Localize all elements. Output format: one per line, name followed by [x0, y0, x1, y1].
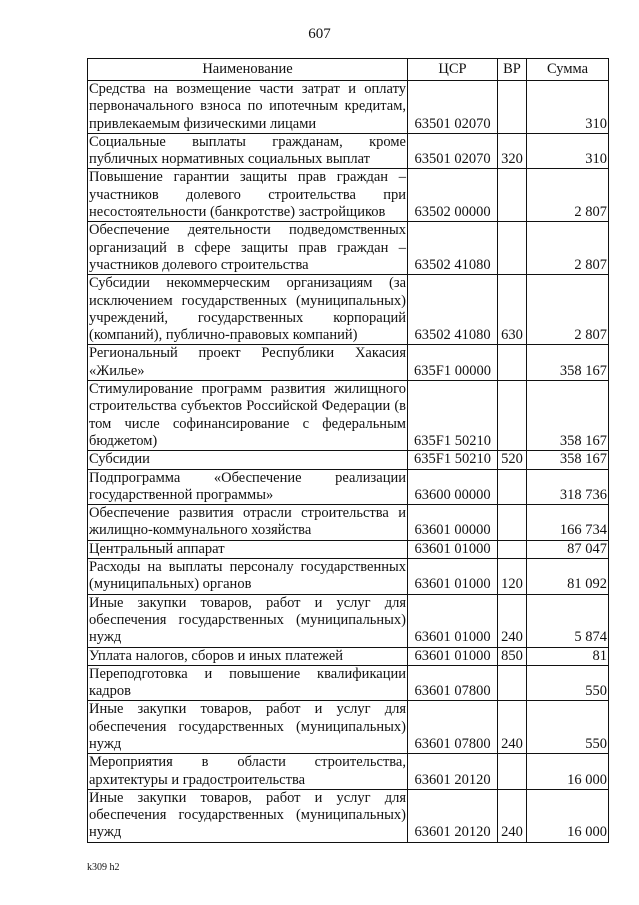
- table-row: [88, 222, 609, 275]
- table-body: [88, 81, 609, 843]
- row-sum: 2 807: [527, 169, 609, 222]
- table-row: [88, 559, 609, 595]
- row-csr: 63601 20120: [408, 789, 498, 842]
- row-sum: 358 167: [527, 451, 609, 469]
- row-sum: 310: [527, 133, 609, 169]
- row-name: Расходы на выплаты персоналу государственных (муниципальных) органов: [89, 559, 406, 593]
- table-row: [88, 701, 609, 754]
- row-sum: 550: [527, 701, 609, 754]
- row-csr: 63601 07800: [408, 701, 498, 754]
- table-row: [88, 169, 609, 222]
- header-vr: ВР: [498, 59, 527, 81]
- page-number: 607: [308, 26, 331, 42]
- row-name: Подпрограмма «Обеспечение реализации государственной программы»: [89, 469, 406, 503]
- row-sum: 81 092: [527, 559, 609, 595]
- row-vr: 630: [498, 275, 527, 345]
- row-sum: 310: [527, 81, 609, 134]
- table-row: [88, 594, 609, 647]
- row-name: Мероприятия в области строительства, архитектуры и градостроительства: [89, 754, 406, 788]
- header-sum: Сумма: [527, 59, 609, 81]
- row-name: Переподготовка и повышение квалификации кадров: [89, 665, 406, 700]
- row-name: Средства на возмещение части затрат и оплату первоначального взноса по ипотечным кредитам, привлекаемым физическими лицами: [89, 81, 406, 132]
- row-name: Повышение гарантии защиты прав граждан – участников долевого строительства при несостоятельности (банкротстве) застройщиков: [89, 169, 406, 221]
- document-code: k309 h2: [87, 862, 120, 873]
- row-csr: 635F1 50210: [408, 451, 498, 469]
- row-vr: [498, 381, 527, 451]
- row-sum: 81: [527, 647, 609, 665]
- row-csr: 63501 02070: [408, 133, 498, 169]
- row-name: Обеспечение развития отрасли строительства и жилищно-коммунального хозяйства: [89, 505, 406, 539]
- table-row: [88, 505, 609, 541]
- row-csr: 635F1 50210: [408, 381, 498, 451]
- row-csr: 63601 01000: [408, 540, 498, 558]
- row-name: Центральный аппарат: [88, 540, 408, 558]
- row-name: Стимулирование программ развития жилищного строительства субъектов Российской Федерации (в том числе софинансирование с федеральным бюджетом): [89, 381, 406, 449]
- row-csr: 63601 00000: [408, 505, 498, 541]
- row-csr: 63501 02070: [408, 81, 498, 134]
- row-sum: 358 167: [527, 381, 609, 451]
- row-sum: 550: [527, 665, 609, 701]
- row-name: Уплата налогов, сборов и иных платежей: [88, 647, 408, 665]
- row-name: Иные закупки товаров, работ и услуг для обеспечения государственных (муниципальных) нужд: [89, 789, 406, 841]
- row-vr: [498, 665, 527, 701]
- table-header: [88, 59, 609, 81]
- row-vr: 520: [498, 451, 527, 469]
- row-sum: 166 734: [527, 505, 609, 541]
- row-vr: [498, 222, 527, 275]
- row-vr: [498, 169, 527, 222]
- budget-table: [87, 58, 609, 843]
- row-sum: 318 736: [527, 469, 609, 505]
- row-vr: [498, 754, 527, 790]
- row-vr: [498, 505, 527, 541]
- row-name: Субсидии: [88, 451, 408, 469]
- row-sum: 358 167: [527, 345, 609, 381]
- row-sum: 16 000: [527, 789, 609, 842]
- table-row: [88, 275, 609, 345]
- row-sum: 16 000: [527, 754, 609, 790]
- row-csr: 63601 20120: [408, 754, 498, 790]
- row-vr: 320: [498, 133, 527, 169]
- row-vr: [498, 81, 527, 134]
- table-row: [88, 665, 609, 701]
- row-csr: 63600 00000: [408, 469, 498, 505]
- table-row: [88, 381, 609, 451]
- row-sum: 2 807: [527, 222, 609, 275]
- row-name: Субсидии некоммерческим организациям (за исключением государственных (муниципальных) учреждений, государственных корпораций (компаний), публично-правовых компаний): [89, 275, 406, 344]
- header-row: [88, 59, 609, 81]
- row-vr: 850: [498, 647, 527, 665]
- row-vr: [498, 540, 527, 558]
- row-name: Социальные выплаты гражданам, кроме публичных нормативных социальных выплат: [89, 133, 406, 168]
- row-vr: 240: [498, 789, 527, 842]
- table-row: [88, 451, 609, 469]
- table-row: [88, 81, 609, 134]
- row-csr: 63502 00000: [408, 169, 498, 222]
- row-vr: [498, 469, 527, 505]
- table-row: [88, 754, 609, 790]
- table-row: [88, 540, 609, 558]
- row-sum: 2 807: [527, 275, 609, 345]
- row-csr: 63601 01000: [408, 559, 498, 595]
- row-vr: [498, 345, 527, 381]
- table-row: [88, 345, 609, 381]
- table-row: [88, 789, 609, 842]
- row-csr: 63601 01000: [408, 647, 498, 665]
- row-sum: 87 047: [527, 540, 609, 558]
- table-row: [88, 469, 609, 505]
- row-csr: 63502 41080: [408, 222, 498, 275]
- table-row: [88, 647, 609, 665]
- row-sum: 5 874: [527, 594, 609, 647]
- header-csr: ЦСР: [408, 59, 498, 81]
- row-vr: 120: [498, 559, 527, 595]
- row-csr: 63601 01000: [408, 594, 498, 647]
- row-csr: 63601 07800: [408, 665, 498, 701]
- row-vr: 240: [498, 594, 527, 647]
- row-name: Региональный проект Республики Хакасия «Жилье»: [89, 345, 406, 379]
- row-vr: 240: [498, 701, 527, 754]
- row-name: Иные закупки товаров, работ и услуг для обеспечения государственных (муниципальных) нужд: [89, 594, 406, 646]
- row-name: Иные закупки товаров, работ и услуг для обеспечения государственных (муниципальных) нужд: [89, 701, 406, 752]
- table-row: [88, 133, 609, 169]
- header-name: Наименование: [88, 59, 408, 81]
- row-csr: 63502 41080: [408, 275, 498, 345]
- row-csr: 635F1 00000: [408, 345, 498, 381]
- row-name: Обеспечение деятельности подведомственных организаций в сфере защиты прав граждан – участников долевого строительства: [89, 222, 406, 273]
